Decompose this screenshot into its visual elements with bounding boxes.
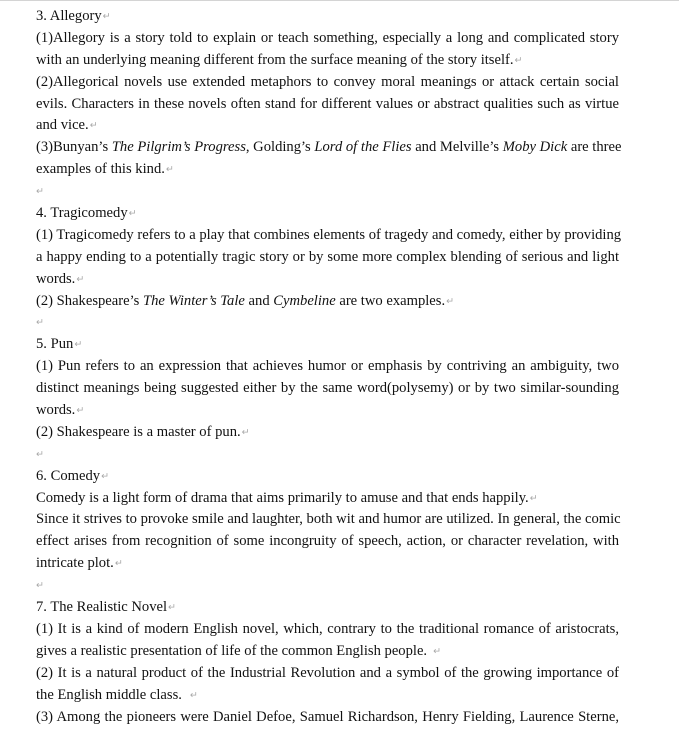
paragraph-mark-icon: ↵	[102, 11, 111, 22]
section-heading-pun: 5. Pun↵	[36, 336, 83, 353]
text-line: (2) Shakespeare is a master of pun.↵	[36, 423, 250, 440]
text-line: a happy ending to a potentially tragic story or by some more complex blending of serious and light	[36, 248, 619, 265]
text-line: (1) Pun refers to an expression that achieves humor or emphasis by contriving an ambiguity, two	[36, 358, 619, 375]
text-line: evils. Characters in these novels often stand for different values or abstract qualities such as virtue	[36, 95, 619, 112]
empty-paragraph	[36, 181, 619, 203]
text-line: words.↵	[36, 270, 85, 287]
text-line: Comedy is a light form of drama that aims primarily to amuse and that ends happily.↵	[36, 489, 538, 506]
paragraph-mark-icon: ↵	[165, 164, 174, 176]
paragraph-mark-icon: ↵	[128, 208, 137, 220]
paragraph-mark-icon: ↵	[89, 120, 98, 132]
text-line: and vice.↵	[36, 117, 98, 134]
text-line: intricate plot.↵	[36, 555, 123, 572]
book-title: The Pilgrim’s Progress	[111, 139, 246, 156]
book-title: Lord of the Flies	[314, 139, 412, 156]
paragraph-mark-icon: ↵	[114, 558, 123, 570]
paragraph-mark-icon: ↵	[433, 645, 442, 657]
paragraph-mark-icon: ↵	[36, 448, 44, 460]
section-heading-tragicomedy: 4. Tragicomedy↵	[36, 205, 137, 222]
text-line: (2)Allegorical novels use extended metaphors to convey moral meanings or attack certain social	[36, 73, 619, 90]
paragraph-mark-icon: ↵	[36, 580, 44, 592]
page-top-border	[0, 0, 679, 1]
play-title: The Winter’s Tale	[142, 292, 245, 309]
paragraph-mark-icon: ↵	[101, 470, 110, 482]
text-line: (2) It is a natural product of the Industrial Revolution and a symbol of the growing importance of	[36, 664, 619, 681]
paragraph-mark-icon: ↵	[446, 295, 455, 307]
section-heading-comedy: 6. Comedy↵	[36, 467, 110, 484]
empty-paragraph	[36, 444, 619, 466]
text-line: the English middle class. ↵	[36, 686, 198, 703]
text-line: with an underlying meaning different from the surface meaning of the story itself.↵	[36, 51, 523, 68]
paragraph-mark-icon: ↵	[74, 339, 83, 351]
text-line-with-titles: (2) Shakespeare’s The Winter’s Tale and Cymbeline are two examples.↵	[36, 292, 455, 309]
text-line: (1) It is a kind of modern English novel, which, contrary to the traditional romance of aristocrats,	[36, 620, 619, 637]
text-line: effect arises from recognition of some incongruity of speech, action, or character revelation, with	[36, 533, 619, 550]
book-title: Moby Dick	[502, 139, 568, 156]
text-line: distinct meanings being suggested either by the same word(polysemy) or by two similar-sounding	[36, 380, 619, 397]
paragraph-mark-icon: ↵	[168, 602, 177, 614]
text-line: (1) Tragicomedy refers to a play that combines elements of tragedy and comedy, either by providing	[36, 226, 622, 243]
paragraph-mark-icon: ↵	[36, 186, 44, 198]
section-heading-allegory: 3. Allegory↵	[36, 8, 111, 24]
paragraph-mark-icon: ↵	[514, 54, 523, 66]
play-title: Cymbeline	[273, 292, 336, 309]
text-line: words.↵	[36, 402, 85, 419]
empty-paragraph	[36, 312, 619, 334]
paragraph-mark-icon: ↵	[36, 317, 44, 329]
document-page	[36, 6, 622, 728]
paragraph-mark-icon: ↵	[189, 689, 198, 701]
section-heading-realistic-novel: 7. The Realistic Novel↵	[36, 599, 177, 616]
text-line: Since it strives to provoke smile and laughter, both wit and humor are utilized. In general, the comic	[36, 511, 621, 528]
text-line: gives a realistic presentation of life of the common English people. ↵	[36, 642, 442, 659]
text-line-with-titles: (3)Bunyan’s The Pilgrim’s Progress, Golding’s Lord of the Flies and Melville’s Moby Dick are three	[36, 139, 622, 156]
paragraph-mark-icon: ↵	[76, 273, 85, 285]
paragraph-mark-icon: ↵	[76, 405, 85, 417]
text-line: examples of this kind.↵	[36, 161, 174, 178]
empty-paragraph	[36, 575, 619, 597]
text-line: (3) Among the pioneers were Daniel Defoe, Samuel Richardson, Henry Fielding, Laurence Sterne,	[36, 708, 619, 725]
paragraph-mark-icon: ↵	[529, 492, 538, 504]
text-line: (1)Allegory is a story told to explain or teach something, especially a long and complicated story	[36, 29, 619, 46]
paragraph-mark-icon: ↵	[241, 426, 250, 438]
